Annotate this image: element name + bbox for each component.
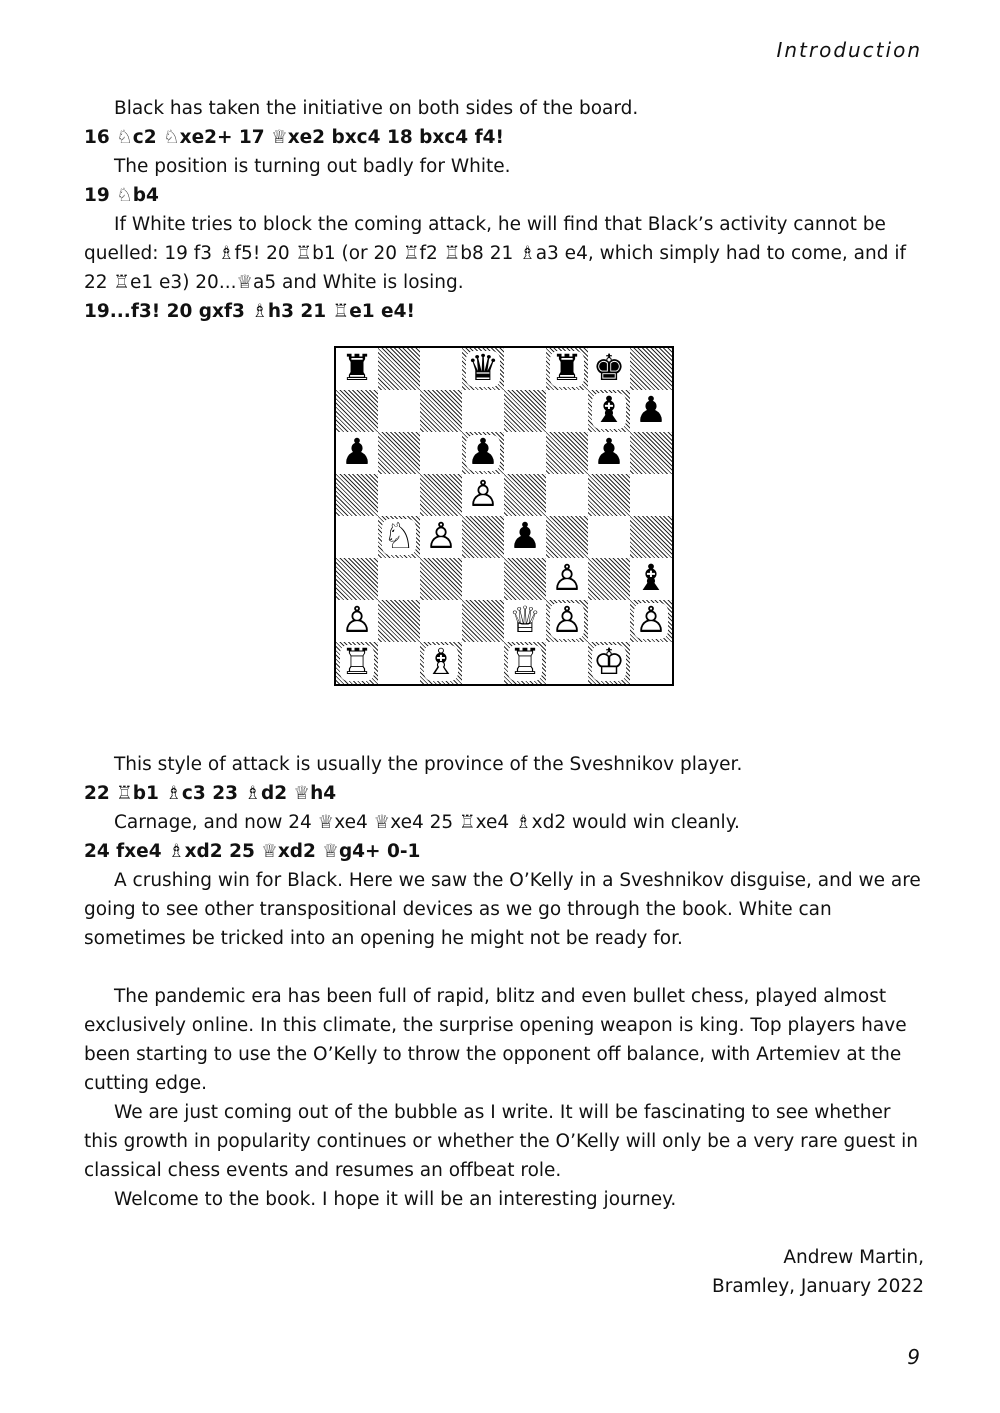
black-bishop-icon: ♝ [634,558,668,599]
signature-name: Andrew Martin, [783,1247,924,1268]
black-bishop-icon: ♝ [592,390,626,431]
board-square [546,390,588,432]
paragraph: A crushing win for Black. Here we saw the O’Kelly in a Sveshnikov disguise, and we are going to see other transpositional devices as we go through the book. White can sometimes be tricked into an opening he might not be ready for. [84,870,921,949]
board-square [630,348,672,390]
board-square [378,558,420,600]
board-square [336,390,378,432]
board-square [588,516,630,558]
board-square [336,600,378,642]
white-pawn-icon: ♙ [466,474,500,515]
board-square [504,600,546,642]
board-square [378,432,420,474]
board-square [504,642,546,684]
board-square [546,432,588,474]
white-pawn-icon: ♙ [340,600,374,641]
black-pawn-icon: ♟ [466,432,500,473]
board-square [504,348,546,390]
board-square [630,432,672,474]
board-square [336,474,378,516]
black-pawn-icon: ♟ [634,390,668,431]
text-after-diagram [84,750,924,1214]
board-square [420,558,462,600]
board-square [336,348,378,390]
board-square [504,390,546,432]
board-square [546,558,588,600]
board-square [630,516,672,558]
board-square [378,516,420,558]
board-square [546,516,588,558]
board-square [588,600,630,642]
black-pawn-icon: ♟ [592,432,626,473]
paragraph: Welcome to the book. I hope it will be an interesting journey. [114,1189,677,1210]
white-knight-icon: ♘ [382,516,416,557]
board-square [420,432,462,474]
board-square [462,516,504,558]
diagram-area [84,326,924,750]
signature-place-date: Bramley, January 2022 [712,1276,924,1297]
paragraph: The pandemic era has been full of rapid, blitz and even bullet chess, played almost exclusively online. In this climate, the surprise opening weapon is king. Top players have been starting to use the O’Kelly to throw the opponent off balance, with Artemiev at the cutting edge. [84,986,907,1094]
board-square [462,558,504,600]
board-square [420,348,462,390]
black-rook-icon: ♜ [550,348,584,389]
move-line: 19 ♘b4 [84,185,159,206]
move-line: 16 ♘c2 ♘xe2+ 17 ♕xe2 bxc4 18 bxc4 f4! [84,127,504,148]
move-line: 19...f3! 20 gxf3 ♗h3 21 ♖e1 e4! [84,301,415,322]
chess-diagram [334,346,674,686]
board-square [588,390,630,432]
board-square [546,600,588,642]
board-square [630,600,672,642]
board-square [630,474,672,516]
white-queen-icon: ♕ [508,600,542,641]
board-square [588,474,630,516]
board-square [504,558,546,600]
board-square [378,642,420,684]
paragraph-gap [84,953,924,982]
board-square [462,348,504,390]
board-square [462,474,504,516]
black-king-icon: ♚ [592,348,626,389]
board-square [504,432,546,474]
paragraph: This style of attack is usually the province of the Sveshnikov player. [114,754,743,775]
running-head: Introduction [776,38,922,62]
board-square [420,516,462,558]
text-before-diagram [84,94,924,326]
board-square [504,474,546,516]
spacer [84,1214,924,1243]
black-queen-icon: ♛ [466,348,500,389]
board-square [630,558,672,600]
paragraph: If White tries to block the coming attack, he will find that Black’s activity cannot be quelled: 19 f3 ♗f5! 20 ♖b1 (or 20 ♖f2 ♖b8 21 ♗a3 e4, which simply had to come, and if 22 ♖e1 e3) 20...♕a5 and White is losing. [84,214,907,293]
board-square [336,558,378,600]
board-square [462,432,504,474]
board-square [420,642,462,684]
paragraph: We are just coming out of the bubble as I write. It will be fascinating to see whether this growth in popularity continues or whether the O’Kelly will only be a very rare guest in classical chess events and resumes an offbeat role. [84,1102,919,1181]
white-king-icon: ♔ [592,642,626,683]
board-square [336,516,378,558]
board-square [462,642,504,684]
board-square [378,390,420,432]
board-square [546,642,588,684]
white-rook-icon: ♖ [508,642,542,683]
white-rook-icon: ♖ [340,642,374,683]
page-body [84,94,924,1301]
white-pawn-icon: ♙ [550,600,584,641]
white-bishop-icon: ♗ [424,642,458,683]
white-pawn-icon: ♙ [634,600,668,641]
board-square [462,600,504,642]
white-pawn-icon: ♙ [424,516,458,557]
board-square [588,642,630,684]
board-square [420,600,462,642]
paragraph: Carnage, and now 24 ♕xe4 ♕xe4 25 ♖xe4 ♗xd2 would win cleanly. [114,812,740,833]
black-pawn-icon: ♟ [340,432,374,473]
board-square [630,390,672,432]
board-square [420,474,462,516]
board-square [630,642,672,684]
move-line: 22 ♖b1 ♗c3 23 ♗d2 ♕h4 [84,783,337,804]
paragraph: The position is turning out badly for White. [114,156,511,177]
white-pawn-icon: ♙ [550,558,584,599]
board-square [378,600,420,642]
board-square [378,348,420,390]
board-square [504,516,546,558]
black-rook-icon: ♜ [340,348,374,389]
paragraph: Black has taken the initiative on both sides of the board. [114,98,639,119]
board-square [378,474,420,516]
board-square [336,642,378,684]
black-pawn-icon: ♟ [508,516,542,557]
board-square [462,390,504,432]
board-square [588,558,630,600]
board-square [546,474,588,516]
move-line: 24 fxe4 ♗xd2 25 ♕xd2 ♕g4+ 0-1 [84,841,421,862]
board-square [588,432,630,474]
page-number: 9 [907,1345,920,1369]
board-square [336,432,378,474]
board-square [588,348,630,390]
board-square [420,390,462,432]
board-square [546,348,588,390]
